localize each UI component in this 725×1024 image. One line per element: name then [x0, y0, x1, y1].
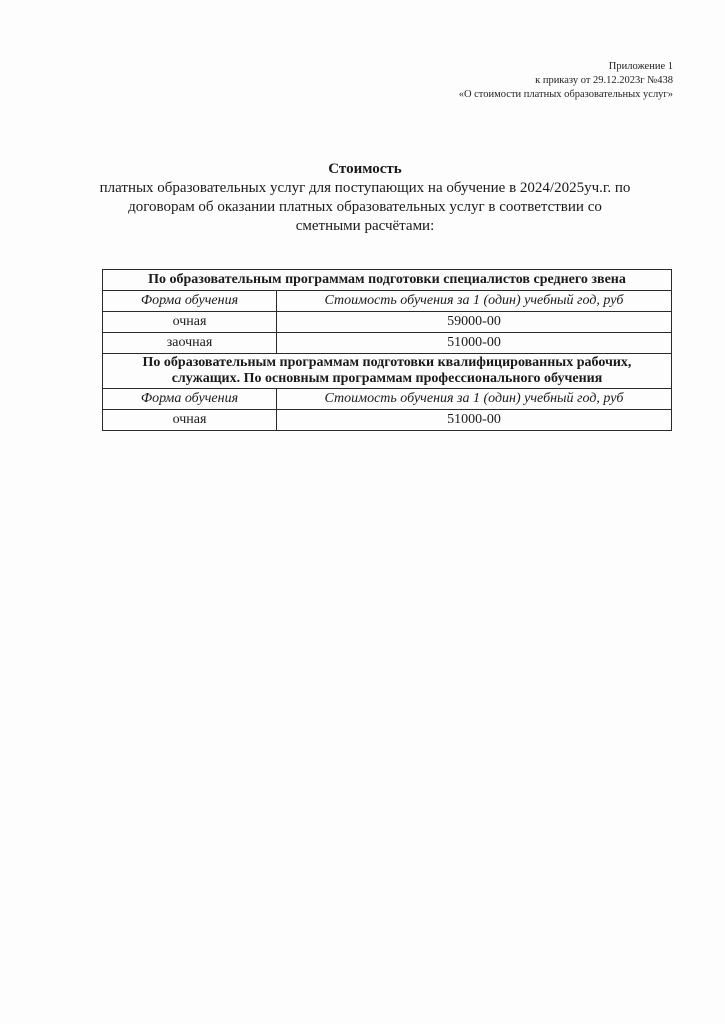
- section-title: По образовательным программам подготовки квалифицированных рабочих, служащих. По основным программам профессионального обучения: [103, 354, 672, 389]
- cell-cost: 51000-00: [277, 333, 672, 354]
- column-header-row: [103, 291, 672, 312]
- column-header-form: Форма обучения: [103, 291, 277, 312]
- appendix-line-2: к приказу от 29.12.2023г №438: [535, 75, 673, 86]
- cell-cost: 59000-00: [277, 312, 672, 333]
- table-row: [103, 333, 672, 354]
- column-header-cost: Стоимость обучения за 1 (один) учебный год, руб: [277, 389, 672, 410]
- cell-form: заочная: [103, 333, 277, 354]
- column-header-form: Форма обучения: [103, 389, 277, 410]
- table-row: [103, 312, 672, 333]
- column-header-row: [103, 389, 672, 410]
- cell-form: очная: [103, 312, 277, 333]
- column-header-cost: Стоимость обучения за 1 (один) учебный год, руб: [277, 291, 672, 312]
- appendix-note: [459, 60, 673, 102]
- appendix-line-3: «О стоимости платных образовательных услуг»: [458, 89, 673, 100]
- cell-cost: 51000-00: [277, 410, 672, 431]
- appendix-line-1: Приложение 1: [608, 61, 673, 72]
- title-line-3: сметными расчётами:: [295, 218, 435, 234]
- title-line-1: платных образовательных услуг для поступающих на обучение в 2024/2025уч.г. по: [99, 180, 631, 196]
- price-table: [102, 269, 672, 431]
- document-title: [95, 160, 635, 236]
- title-heading: Стоимость: [328, 161, 402, 177]
- cell-form: очная: [103, 410, 277, 431]
- table-row: [103, 410, 672, 431]
- title-line-2: договорам об оказании платных образовательных услуг в соответствии со: [128, 199, 602, 215]
- section-header-row: [103, 270, 672, 291]
- section-header-row: [103, 354, 672, 389]
- section-title: По образовательным программам подготовки специалистов среднего звена: [103, 270, 672, 291]
